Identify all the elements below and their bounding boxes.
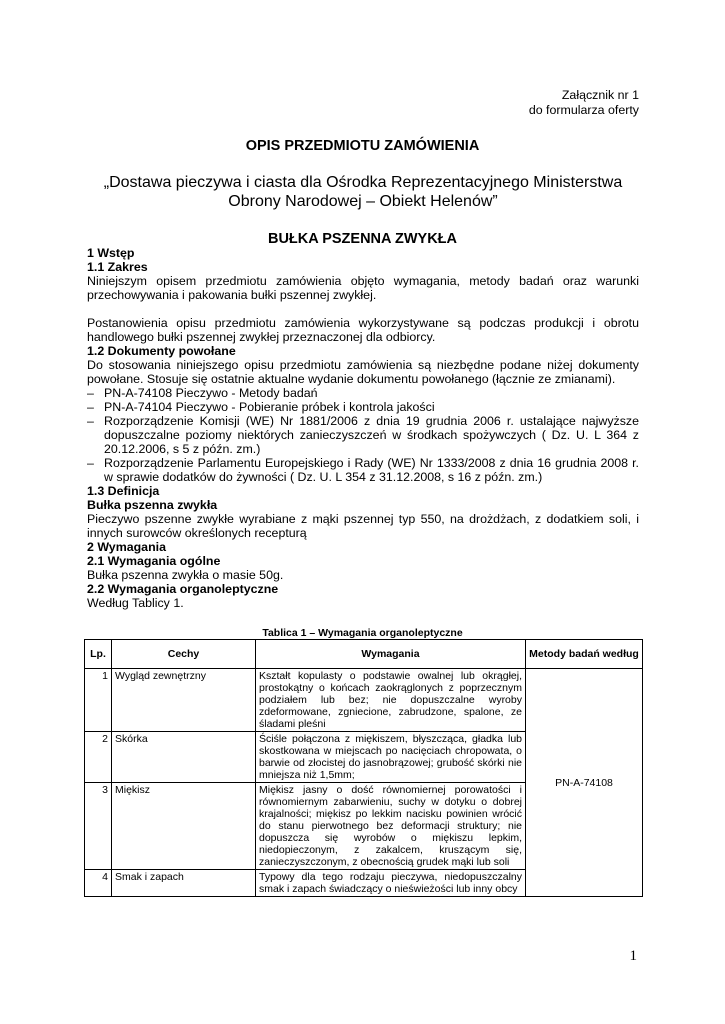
header-metody: Metody badań według: [526, 640, 643, 669]
header-lp: Lp.: [85, 640, 112, 669]
cell-wymagania: Miękisz jasny o dość równomiernej porowatości i równomiernym zabarwieniu, suchy w dotyku o dobrej krajalności; miękisz po lekkim nacisku powinien wrócić do stanu pierwotnego bez deformacji struktury; nie dopuszcza się wyrobów o miękiszu lepkim, niedopieczonym, z zakalcem, kruszącym się, zanieczyszczonym, z obecnością grudek mąki lub soli: [256, 783, 526, 870]
table-row: [85, 669, 643, 732]
list-item: – PN-A-74104 Pieczywo - Pobieranie próbek i kontrola jakości: [87, 400, 639, 414]
heading-1-1: 1.1 Zakres: [87, 260, 148, 274]
document-title: OPIS PRZEDMIOTU ZAMÓWIENIA: [245, 138, 480, 154]
heading-2-2: 2.2 Wymagania organoleptyczne: [87, 582, 279, 596]
cell-lp: 1: [85, 669, 112, 732]
product-title: BUŁKA PSZENNA ZWYKŁA: [267, 231, 458, 247]
cell-wymagania: Kształt kopulasty o podstawie owalnej lub okrągłej, prostokątny o końcach zaokrąglonych z poprzecznym podziałem lub bez; nie dopuszczalne wyroby zdeformowane, zgniecione, zabrudzone, spalone, ze śladami pleśni: [256, 669, 526, 732]
cell-lp: 3: [85, 783, 112, 870]
attachment-note: [529, 88, 639, 117]
document-subtitle: „Dostawa pieczywa i ciasta dla Ośrodka Reprezentacyjnego Ministerstwa Obrony Narodowej – Obiekt Helenów”: [103, 174, 623, 210]
table-header-row: [85, 640, 643, 669]
page-number: 1: [629, 948, 637, 964]
cell-cecha: Miękisz: [112, 783, 256, 870]
heading-2-1: 2.1 Wymagania ogólne: [87, 554, 221, 568]
table-caption: Tablica 1 – Wymagania organoleptyczne: [262, 627, 463, 639]
scope-paragraph: Niniejszym opisem przedmiotu zamówienia objęto wymagania, metody badań oraz warunki przechowywania i pakowania bułki pszennej zwykłej.: [87, 274, 639, 302]
heading-2: 2 Wymagania: [87, 540, 166, 554]
provisions-paragraph: Postanowienia opisu przedmiotu zamówienia wykorzystywane są podczas produkcji i obrotu handlowego bułki pszennej zwykłej przeznaczonej dla odbiorcy.: [87, 316, 639, 344]
cell-lp: 4: [85, 870, 112, 897]
document-body: [87, 246, 639, 610]
documents-paragraph: Do stosowania niniejszego opisu przedmiotu zamówienia są niezbędne podane niżej dokumenty powołane. Stosuje się ostatnie aktualne wydanie dokumentu powołanego (łącznie ze zmianami).: [87, 358, 639, 386]
definition-term: Bułka pszenna zwykła: [87, 498, 218, 512]
definition-text: Pieczywo pszenne zwykłe wyrabiane z mąki pszennej typ 550, na drożdżach, z dodatkiem soli, i innych surowców określonych recepturą: [87, 512, 639, 540]
requirements-table: [84, 639, 643, 897]
heading-1: 1 Wstęp: [87, 246, 135, 260]
cell-wymagania: Ściśle połączona z miękiszem, błyszcząca, gładka lub skostkowana w miejscach po nacięciach chropowata, o barwie od złocistej do jasnobrązowej; grubość skórki nie mniejsza niż 1,5mm;: [256, 732, 526, 783]
documents-list: [87, 386, 639, 484]
cell-cecha: Smak i zapach: [112, 870, 256, 897]
header-cechy: Cechy: [112, 640, 256, 669]
table-reference: Według Tablicy 1.: [87, 596, 184, 610]
cell-method: PN-A-74108: [526, 669, 643, 897]
list-item: – Rozporządzenie Komisji (WE) Nr 1881/2006 z dnia 19 grudnia 2006 r. ustalające najwyższe dopuszczalne poziomy niektórych zanieczyszczeń w środkach spożywczych ( Dz. U. L 364 z 20.12.2006, s 5 z późn. zm.): [87, 414, 639, 456]
list-item: – PN-A-74108 Pieczywo - Metody badań: [87, 386, 639, 400]
cell-lp: 2: [85, 732, 112, 783]
general-requirements: Bułka pszenna zwykła o masie 50g.: [87, 568, 284, 582]
cell-cecha: Skórka: [112, 732, 256, 783]
heading-1-2: 1.2 Dokumenty powołane: [87, 344, 236, 358]
attachment-form: do formularza oferty: [528, 102, 639, 117]
list-item: – Rozporządzenie Parlamentu Europejskiego i Rady (WE) Nr 1333/2008 z dnia 16 grudnia 2008 r. w sprawie dodatków do żywności ( Dz. U. L 354 z 31.12.2008, s 16 z późn. zm.): [87, 456, 639, 484]
attachment-number: Załącznik nr 1: [561, 88, 639, 102]
cell-cecha: Wygląd zewnętrzny: [112, 669, 256, 732]
cell-wymagania: Typowy dla tego rodzaju pieczywa, niedopuszczalny smak i zapach świadczący o nieświeżości lub inny obcy: [256, 870, 526, 897]
heading-1-3: 1.3 Definicja: [87, 484, 160, 498]
header-wymagania: Wymagania: [256, 640, 526, 669]
